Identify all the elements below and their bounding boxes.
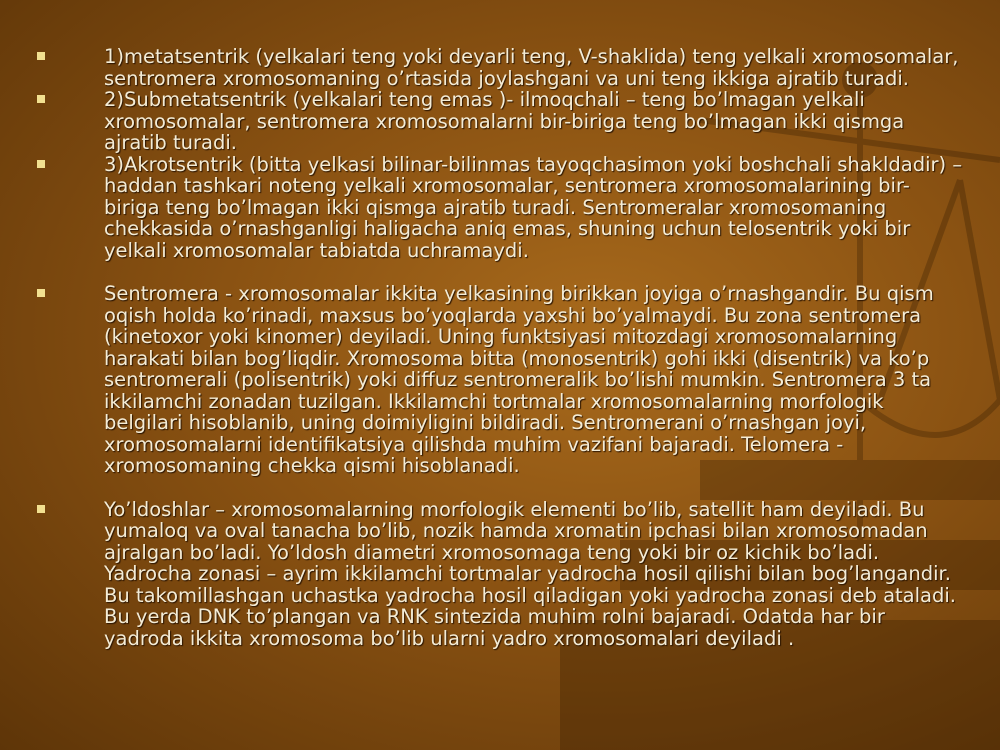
bullet-icon — [37, 160, 45, 168]
item-text: 2)Submetatsentrik (yelkalari teng emas )- ilmoqchali – teng bo’lmagan yelkali xromosomalar, sentromera xromosomalarni bir-biriga teng bo’lmagan ikki qismga ajratib turadi. — [104, 88, 905, 154]
list-item — [34, 283, 964, 477]
bullet-icon — [37, 52, 45, 60]
bullet-icon — [37, 289, 45, 297]
bullet-icon — [37, 95, 45, 103]
list-item — [34, 89, 964, 154]
item-text: Sentromera - xromosomalar ikkita yelkasining birikkan joyiga o’rnashgandir. Bu qism oqish holda ko’rinadi, maxsus bo’yoqlarda yaxshi bo’yalmaydi. Bu zona sentromera (kinetoxor yoki kinomer) deyiladi. Uning funktsiyasi mitozdagi xromosomalarning harakati bilan bog’liqdir. Xromosoma bitta (monosentrik) gohi ikki (disentrik) va ko’p sentromerali (polisentrik) yoki diffuz sentromeralik bo’lishi mumkin. Sentromera 3 ta ikkilamchi zonadan tuzilgan. Ikkilamchi tortmalar xromosomalarning morfologik belgilari hisoblanib, uning doimiyligini bildiradi. Sentromerani o’rnashgan joyi, xromosomalarni identifikatsiya qilishda muhim vazifani bajaradi. Telomera - xromosomaning chekka qismi hisoblanadi. — [104, 282, 934, 477]
list-item — [34, 499, 964, 650]
slide-content — [34, 46, 964, 649]
item-text: 1)metatsentrik (yelkalari teng yoki deyarli teng, V-shaklida) teng yelkali xromosomalar, sentromera xromosomaning o’rtasida joylashgani va uni teng ikkiga ajratib turadi. — [104, 45, 959, 90]
bullet-icon — [37, 505, 45, 513]
list-item — [34, 46, 964, 89]
item-text: Yo’ldoshlar – xromosomalarning morfologik elementi bo’lib, satellit ham deyiladi. Bu yumaloq va oval tanacha bo’lib, nozik hamda xromatin ipchasi bilan xromosomadan ajralgan bo’ladi. Yo’ldosh diametri xromosomaga teng yoki bir oz kichik bo’ladi. Yadrocha zonasi – ayrim ikkilamchi tortmalar yadrocha hosil qilishi bilan bog’langandir. Bu takomillashgan uchastka yadrocha hosil qiladigan yoki yadrocha zonasi deb ataladi. Bu yerda DNK to’plangan va RNK sintezida muhim rolni bajaradi. Odatda har bir yadroda ikkita xromosoma bo’lib ularni yadro xromosomalari deyiladi . — [104, 497, 956, 650]
list-item — [34, 154, 964, 262]
item-text: 3)Akrotsentrik (bitta yelkasi bilinar-bilinmas tayoqchasimon yoki boshchali shakldadir) – haddan tashkari noteng yelkali xromosomalar, sentromera xromosomalarining bir-biriga teng bo’lmagan ikki qismga ajratib turadi. Sentromeralar xromosomaning chekkasida o’rnashganligi haligacha aniq emas, shuning uchun telosentrik yoki bir yelkali xromosomalar tabiatda uchramaydi. — [104, 152, 963, 262]
